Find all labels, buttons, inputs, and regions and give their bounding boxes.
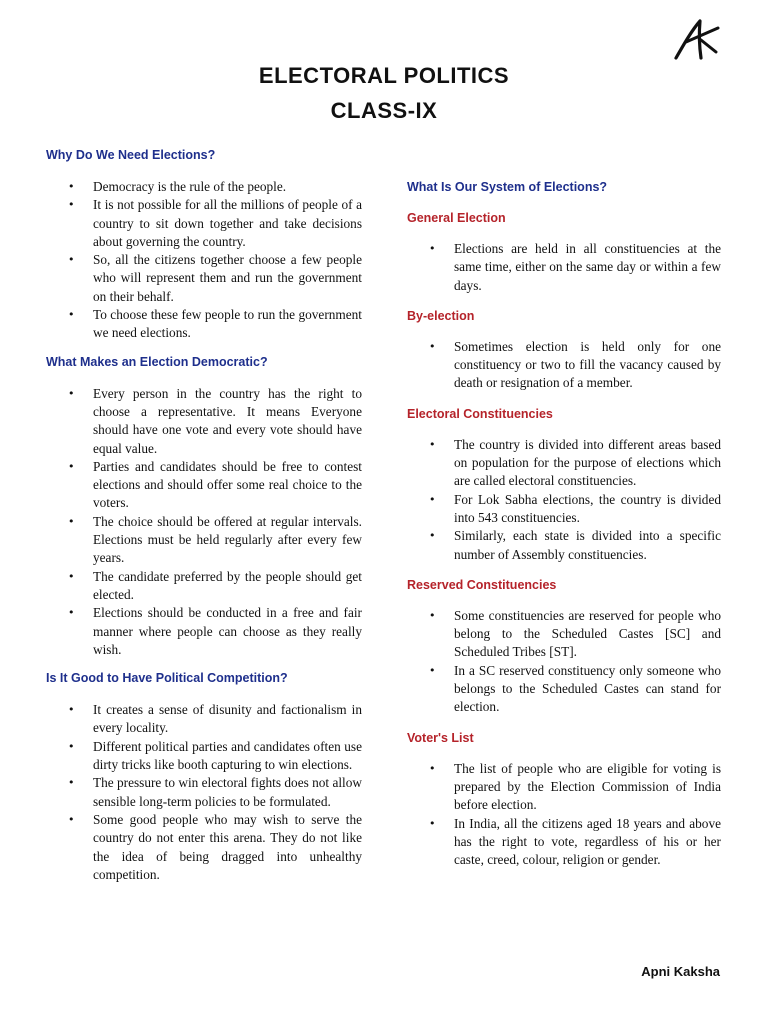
list-item: • Sometimes election is held only for one constituency or two to fill the vacancy caused by death or resignation of a member. xyxy=(407,338,721,393)
list-item: • The list of people who are eligible for voting is prepared by the Election Commission of India before election. xyxy=(407,760,721,815)
footer-brand: Apni Kaksha xyxy=(641,964,720,979)
list-item: • So, all the citizens together choose a few people who will represent them and run the government on their behalf. xyxy=(46,251,362,306)
list-item: • The candidate preferred by the people should get elected. xyxy=(46,568,362,605)
list-item: • The pressure to win electoral fights does not allow sensible long-term policies to be formulated. xyxy=(46,774,362,811)
list-item: • Democracy is the rule of the people. xyxy=(46,178,362,196)
bullet-list xyxy=(46,178,362,343)
left-column xyxy=(46,146,362,894)
list-item: • Parties and candidates should be free to contest elections and should offer some real choice to the voters. xyxy=(46,458,362,513)
list-item: • To choose these few people to run the government we need elections. xyxy=(46,306,362,343)
list-item: • Every person in the country has the right to choose a representative. It means Everyone should have one vote and every vote should have equal value. xyxy=(46,385,362,458)
brand-logo xyxy=(672,18,722,62)
list-item: • The country is divided into different areas based on population for the purpose of elections which are called electoral constituencies. xyxy=(407,436,721,491)
topic-heading-by-election: By-election xyxy=(407,308,475,323)
bullet-list xyxy=(407,338,721,393)
list-item: • Elections should be conducted in a free and fair manner where people can choose as they really wish. xyxy=(46,604,362,659)
topic-heading-voters-list: Voter's List xyxy=(407,730,474,745)
list-item: • Some good people who may wish to serve the country do not enter this arena. They do not like the idea of being dragged into unhealthy competition. xyxy=(46,811,362,884)
list-item: • Elections are held in all constituencies at the same time, either on the same day or within a few days. xyxy=(407,240,721,295)
topic-heading-electoral-constituencies: Electoral Constituencies xyxy=(407,406,553,421)
section-heading-political-competition: Is It Good to Have Political Competition? xyxy=(46,671,288,686)
bullet-list xyxy=(407,436,721,564)
list-item: • It creates a sense of disunity and factionalism in every locality. xyxy=(46,701,362,738)
section-heading-democratic-election: What Makes an Election Democratic? xyxy=(46,354,268,369)
list-item: • It is not possible for all the millions of people of a country to sit down together and take decisions about governing the country. xyxy=(46,196,362,251)
page-subtitle: CLASS-IX xyxy=(330,98,438,123)
list-item: • Different political parties and candidates often use dirty tricks like booth capturing to win elections. xyxy=(46,738,362,775)
section-heading-system-of-elections: What Is Our System of Elections? xyxy=(407,180,608,194)
list-item: • Similarly, each state is divided into a specific number of Assembly constituencies. xyxy=(407,527,721,564)
bullet-list xyxy=(46,701,362,884)
list-item: • For Lok Sabha elections, the country is divided into 543 constituencies. xyxy=(407,491,721,528)
topic-heading-reserved-constituencies: Reserved Constituencies xyxy=(407,577,557,592)
page-title: ELECTORAL POLITICS xyxy=(258,63,510,88)
topic-heading-general-election: General Election xyxy=(407,211,506,225)
list-item: • In a SC reserved constituency only someone who belongs to the Scheduled Castes can stand for election. xyxy=(407,662,721,717)
bullet-list xyxy=(46,385,362,659)
list-item: • The choice should be offered at regular intervals. Elections must be held regularly after every few years. xyxy=(46,513,362,568)
list-item: • Some constituencies are reserved for people who belong to the Scheduled Castes [SC] and Scheduled Tribes [ST]. xyxy=(407,607,721,662)
bullet-list xyxy=(407,760,721,870)
bullet-list xyxy=(407,607,721,717)
bullet-list xyxy=(407,240,721,295)
section-heading-why-elections: Why Do We Need Elections? xyxy=(46,148,216,162)
list-item: • In India, all the citizens aged 18 years and above has the right to vote, regardless of his or her caste, creed, colour, religion or gender. xyxy=(407,815,721,870)
right-column xyxy=(407,178,721,881)
